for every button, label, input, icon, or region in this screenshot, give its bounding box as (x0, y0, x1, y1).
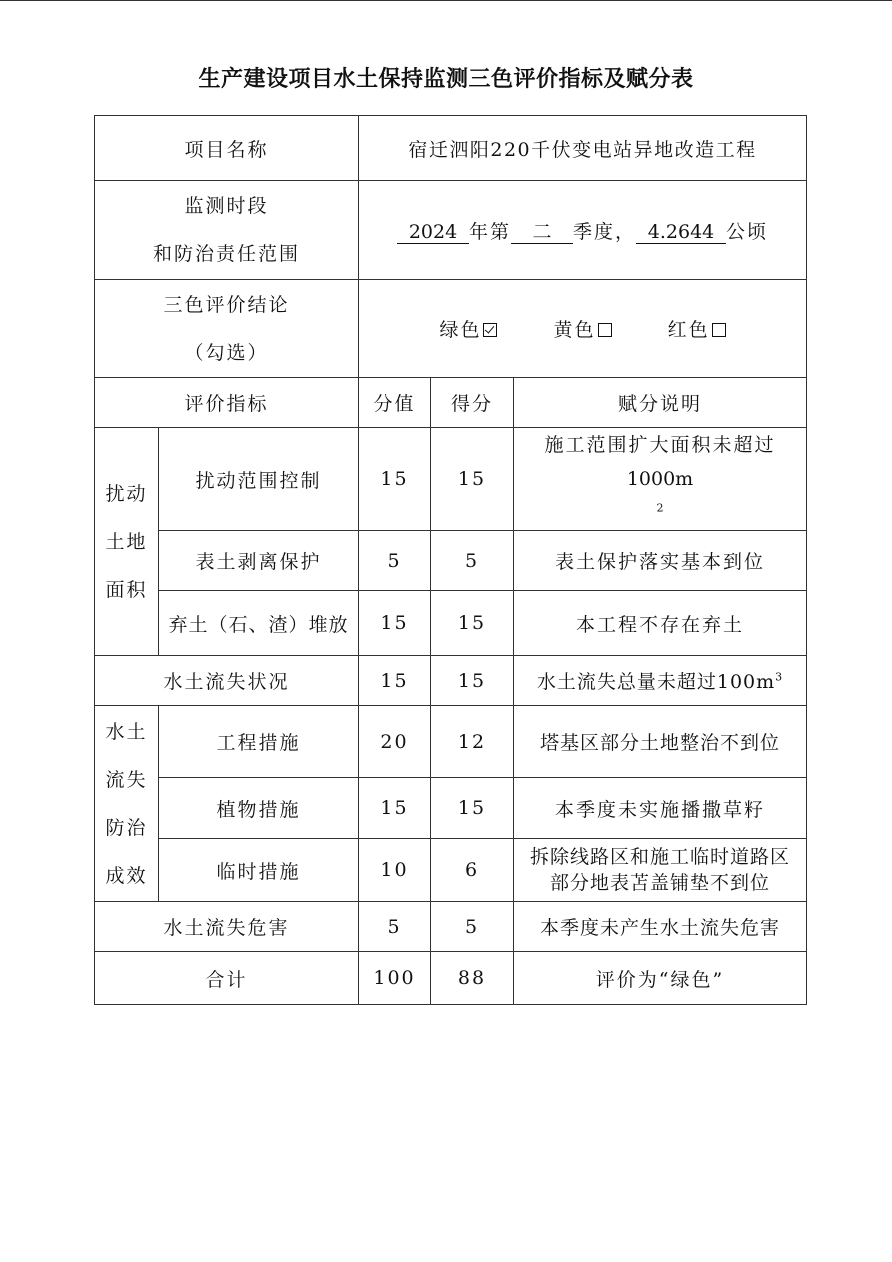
row-name: 临时措施 (159, 839, 359, 902)
evaluation-table (94, 115, 807, 1005)
table-row (95, 428, 807, 531)
option-red[interactable]: 红色 (668, 315, 726, 342)
table-row (95, 531, 807, 591)
row-note: 表土保护落实基本到位 (514, 531, 807, 591)
document-title: 生产建设项目水土保持监测三色评价指标及赋分表 (198, 67, 694, 92)
row-points: 10 (359, 839, 431, 902)
row-name: 弃土（石、渣）堆放 (159, 591, 359, 656)
period-row (95, 181, 807, 280)
row-score: 5 (431, 902, 514, 952)
period-label-line1: 监测时段 (184, 195, 269, 217)
row-points: 15 (359, 778, 431, 839)
row-points: 5 (359, 902, 431, 952)
conclusion-label (95, 280, 359, 378)
period-year: 2024 (397, 221, 469, 244)
row-score: 15 (431, 591, 514, 656)
red-empty-box-icon[interactable] (712, 323, 726, 337)
row-score: 15 (431, 656, 514, 706)
period-quarter-suffix: 季度， (573, 220, 637, 243)
row-score: 15 (431, 778, 514, 839)
total-points: 100 (359, 952, 431, 1005)
header-indicator: 评价指标 (95, 378, 359, 428)
period-label-line2: 和防治责任范围 (153, 243, 301, 265)
total-note: 评价为“绿色” (514, 952, 807, 1005)
table-row (95, 902, 807, 952)
row-name: 水土流失危害 (95, 902, 359, 952)
row-points: 15 (359, 591, 431, 656)
row-note: 本季度未产生水土流失危害 (514, 902, 807, 952)
row-points: 15 (359, 428, 431, 531)
header-points: 分值 (359, 378, 431, 428)
table-row (95, 706, 807, 778)
period-area: 4.2644 (636, 221, 726, 244)
conclusion-label-line2: （勾选） (184, 341, 269, 364)
row-score: 6 (431, 839, 514, 902)
row-points: 15 (359, 656, 431, 706)
row-note: 本季度未实施播撒草籽 (514, 778, 807, 839)
table-row (95, 591, 807, 656)
option-green[interactable]: 绿色 (439, 315, 497, 342)
row-name: 工程措施 (159, 706, 359, 778)
total-label: 合计 (95, 952, 359, 1005)
row-note: 本工程不存在弃土 (514, 591, 807, 656)
total-row (95, 952, 807, 1005)
row-name: 植物措施 (159, 778, 359, 839)
group-disturbance-label: 扰动 土地 面积 (95, 428, 159, 656)
page-top-rule (0, 0, 892, 1)
row-name: 水土流失状况 (95, 656, 359, 706)
header-note: 赋分说明 (514, 378, 807, 428)
project-name-label: 项目名称 (95, 116, 359, 181)
row-note: 施工范围扩大面积未超过 1000m $^2$ (514, 428, 807, 531)
option-yellow[interactable]: 黄色 (554, 315, 612, 342)
period-value (359, 181, 807, 280)
row-name: 扰动范围控制 (159, 428, 359, 531)
period-quarter: 二 (511, 221, 573, 244)
period-label (95, 181, 359, 280)
total-score: 88 (431, 952, 514, 1005)
table-row (95, 778, 807, 839)
conclusion-options (359, 280, 807, 378)
row-note: 塔基区部分土地整治不到位 (514, 706, 807, 778)
row-points: 5 (359, 531, 431, 591)
row-score: 15 (431, 428, 514, 531)
conclusion-label-line1: 三色评价结论 (163, 293, 290, 316)
table-row (95, 656, 807, 706)
group-prevention-label: 水土 流失 防治 成效 (95, 706, 159, 902)
period-year-suffix: 年第 (469, 220, 512, 243)
row-score: 5 (431, 531, 514, 591)
conclusion-row (95, 280, 807, 378)
row-score: 12 (431, 706, 514, 778)
header-score: 得分 (431, 378, 514, 428)
row-note: 拆除线路区和施工临时道路区 部分地表苫盖铺垫不到位 (514, 839, 807, 902)
project-name-value: 宿迁泗阳220千伏变电站异地改造工程 (359, 116, 807, 181)
table-row (95, 839, 807, 902)
header-row (95, 378, 807, 428)
project-row (95, 116, 807, 181)
row-points: 20 (359, 706, 431, 778)
row-name: 表土剥离保护 (159, 531, 359, 591)
green-checked-box-icon[interactable] (483, 323, 497, 337)
period-area-unit: 公顷 (726, 220, 769, 243)
row-note: 水土流失总量未超过$100m^3$ (514, 656, 807, 706)
yellow-empty-box-icon[interactable] (598, 323, 612, 337)
